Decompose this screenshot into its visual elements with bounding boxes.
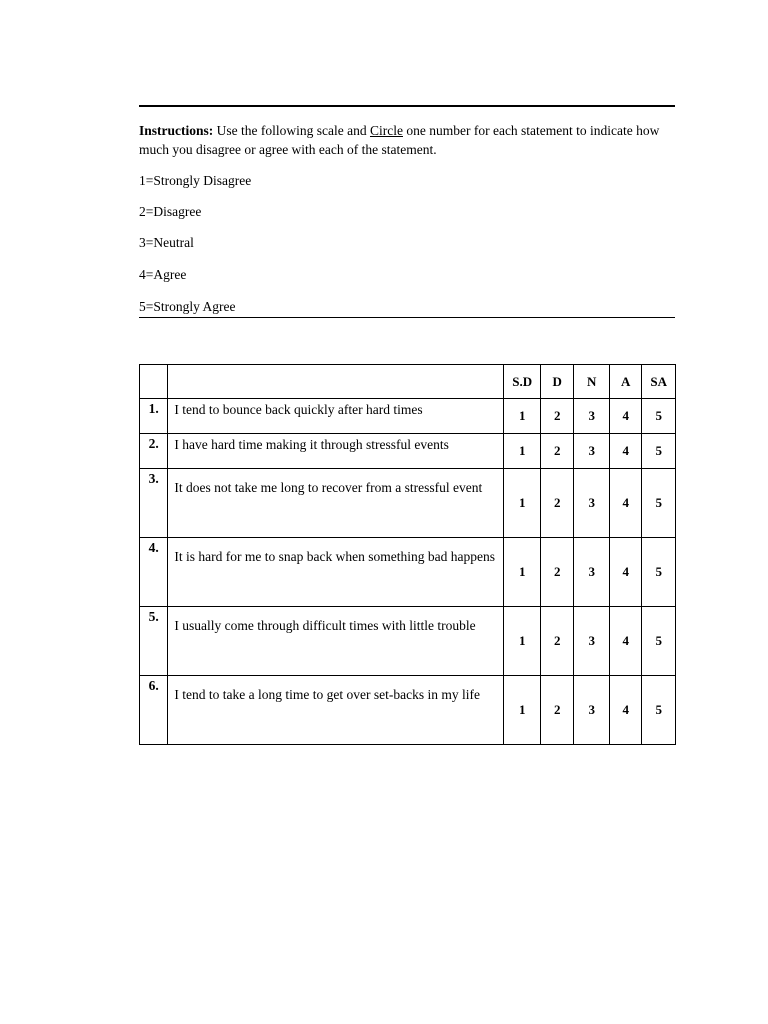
rating-option-3[interactable]: 3: [574, 469, 610, 538]
rating-option-2[interactable]: 2: [540, 469, 574, 538]
header-n: N: [574, 365, 610, 399]
table-row: [140, 399, 676, 434]
rating-option-4[interactable]: 4: [609, 399, 641, 434]
table-row: [140, 607, 676, 676]
scale-item-3: 3=Neutral: [139, 235, 194, 250]
rating-option-4[interactable]: 4: [609, 434, 641, 469]
instructions-text-1: Use the following scale and: [213, 123, 370, 138]
circle-word: Circle: [369, 123, 403, 138]
rating-option-4[interactable]: 4: [609, 469, 641, 538]
header-empty-num: [140, 365, 168, 399]
table-header-row: [140, 365, 676, 399]
row-number: 1.: [140, 399, 168, 434]
header-a: A: [609, 365, 641, 399]
rating-option-3[interactable]: 3: [574, 434, 610, 469]
row-number: 3.: [140, 469, 168, 538]
rating-option-3[interactable]: 3: [574, 676, 610, 745]
scale-item-5: 5=Strongly Agree: [139, 299, 236, 314]
rating-option-1[interactable]: 1: [504, 607, 541, 676]
rating-option-5[interactable]: 5: [642, 538, 676, 607]
row-statement: I have hard time making it through stressful events: [168, 434, 504, 469]
rating-option-3[interactable]: 3: [574, 399, 610, 434]
rating-option-2[interactable]: 2: [540, 607, 574, 676]
rating-option-4[interactable]: 4: [609, 676, 641, 745]
header-sa: SA: [642, 365, 676, 399]
rating-option-1[interactable]: 1: [504, 399, 541, 434]
row-number: 4.: [140, 538, 168, 607]
rating-option-2[interactable]: 2: [540, 434, 574, 469]
rating-option-3[interactable]: 3: [574, 538, 610, 607]
rating-option-2[interactable]: 2: [540, 538, 574, 607]
row-number: 6.: [140, 676, 168, 745]
rating-option-1[interactable]: 1: [504, 538, 541, 607]
survey-table: [139, 364, 676, 745]
rating-option-4[interactable]: 4: [609, 538, 641, 607]
table-row: [140, 538, 676, 607]
rating-option-5[interactable]: 5: [642, 676, 676, 745]
rating-option-4[interactable]: 4: [609, 607, 641, 676]
table-row: [140, 676, 676, 745]
scale-item-1: 1=Strongly Disagree: [139, 173, 252, 188]
row-statement: I usually come through difficult times with little trouble: [168, 607, 504, 676]
row-statement: It is hard for me to snap back when something bad happens: [168, 538, 504, 607]
rating-option-1[interactable]: 1: [504, 434, 541, 469]
scale-bottom-rule: [139, 317, 675, 318]
rating-option-1[interactable]: 1: [504, 469, 541, 538]
row-number: 2.: [140, 434, 168, 469]
rating-option-5[interactable]: 5: [642, 434, 676, 469]
rating-option-5[interactable]: 5: [642, 469, 676, 538]
table-row: [140, 434, 676, 469]
row-number: 5.: [140, 607, 168, 676]
instructions-label: Instructions:: [139, 123, 214, 138]
table-row: [140, 469, 676, 538]
rating-option-2[interactable]: 2: [540, 399, 574, 434]
rating-option-5[interactable]: 5: [642, 607, 676, 676]
header-sd: S.D: [504, 365, 541, 399]
instructions-paragraph: [139, 121, 675, 159]
instructions-text-2: one number for each statement to indicate how much you disagree or agree with each of the statement.: [139, 123, 660, 157]
scale-item-2: 2=Disagree: [139, 204, 202, 219]
scale-item-4: 4=Agree: [139, 267, 187, 282]
row-statement: I tend to bounce back quickly after hard times: [168, 399, 504, 434]
header-empty-statement: [168, 365, 504, 399]
header-d: D: [540, 365, 574, 399]
top-rule: [139, 105, 675, 107]
rating-option-3[interactable]: 3: [574, 607, 610, 676]
row-statement: It does not take me long to recover from a stressful event: [168, 469, 504, 538]
row-statement: I tend to take a long time to get over set-backs in my life: [168, 676, 504, 745]
rating-option-2[interactable]: 2: [540, 676, 574, 745]
rating-option-1[interactable]: 1: [504, 676, 541, 745]
rating-option-5[interactable]: 5: [642, 399, 676, 434]
